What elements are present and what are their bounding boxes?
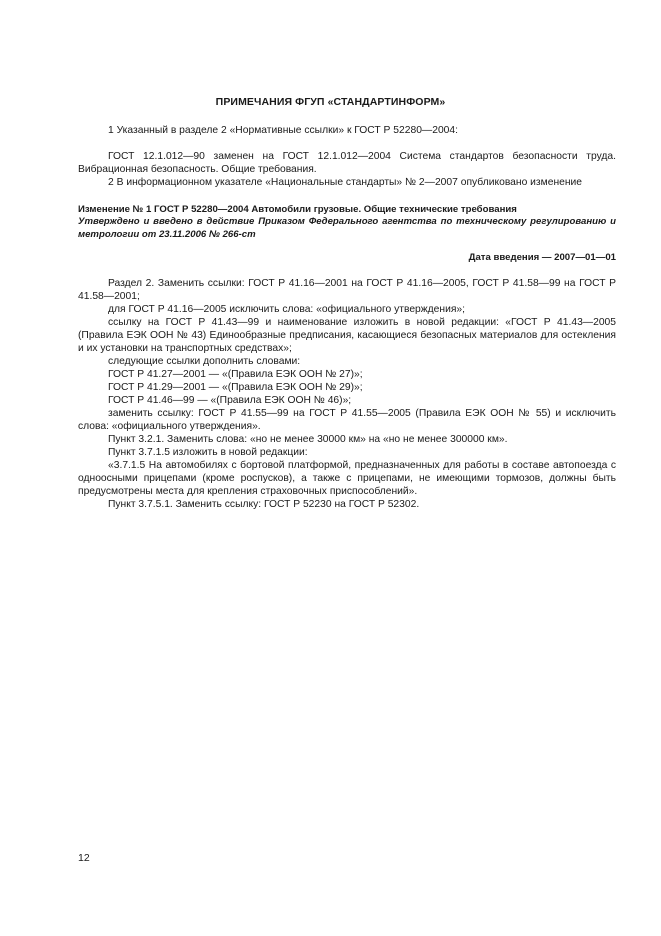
amendment-date: Дата введения — 2007—01—01 (468, 252, 616, 263)
page-title: ПРИМЕЧАНИЯ ФГУП «СТАНДАРТИНФОРМ» (215, 96, 446, 108)
body-line-11: «3.7.1.5 На автомобилях с бортовой платформой, предназначенных для работы в составе автопоезда с одноосными прицепами (кроме роспусков), а также с прицепами, не имеющими тормозов, должны быть предусмотрены места для крепления страховочных приспособлений». (78, 460, 616, 497)
body-line-1: Раздел 2. Заменить ссылки: ГОСТ Р 41.16—2001 на ГОСТ Р 41.16—2005, ГОСТ Р 41.58—99 на ГОСТ Р 41.58—2001; (78, 278, 616, 302)
amendment-title: Изменение № 1 ГОСТ Р 52280—2004 Автомобили грузовые. Общие технические требования (78, 204, 517, 215)
body-line-12: Пункт 3.7.5.1. Заменить ссылку: ГОСТ Р 52230 на ГОСТ Р 52302. (108, 499, 420, 510)
body-line-10: Пункт 3.7.1.5 изложить в новой редакции: (108, 447, 308, 458)
note-1: 1 Указанный в разделе 2 «Нормативные ссылки» к ГОСТ Р 52280—2004: (108, 125, 458, 136)
note-2: 2 В информационном указателе «Национальные стандарты» № 2—2007 опубликовано изменение (108, 177, 583, 188)
page-number: 12 (78, 852, 90, 864)
body-line-2: для ГОСТ Р 41.16—2005 исключить слова: «официального утверждения»; (108, 304, 466, 315)
body-line-4: следующие ссылки дополнить словами: (108, 356, 301, 367)
note-gost-reference: ГОСТ 12.1.012—90 заменен на ГОСТ 12.1.012—2004 Система стандартов безопасности труда. Вибрационная безопасность. Общие требования. (78, 151, 616, 175)
body-line-8: заменить ссылку: ГОСТ Р 41.55—99 на ГОСТ Р 41.55—2005 (Правила ЕЭК ООН № 55) и исключить слова: «официального утверждения». (78, 408, 616, 432)
body-line-3: ссылку на ГОСТ Р 41.43—99 и наименование изложить в новой редакции: «ГОСТ Р 41.43—2005 (Правила ЕЭК ООН № 43) Единообразные предписания, касающиеся безопасных материалов для остекления и их установки на транспортных средствах»; (78, 317, 616, 354)
amendment-approval: Утверждено и введено в действие Приказом Федерального агентства по техническому регулированию и метрологии от 23.11.2006 № 266-ст (78, 216, 616, 240)
body-line-7: ГОСТ Р 41.46—99 — «(Правила ЕЭК ООН № 46)»; (108, 395, 352, 406)
body-line-9: Пункт 3.2.1. Заменить слова: «но не менее 30000 км» на «но не менее 300000 км». (108, 434, 508, 445)
body-line-6: ГОСТ Р 41.29—2001 — «(Правила ЕЭК ООН № 29)»; (108, 382, 363, 393)
body-line-5: ГОСТ Р 41.27—2001 — «(Правила ЕЭК ООН № 27)»; (108, 369, 363, 380)
